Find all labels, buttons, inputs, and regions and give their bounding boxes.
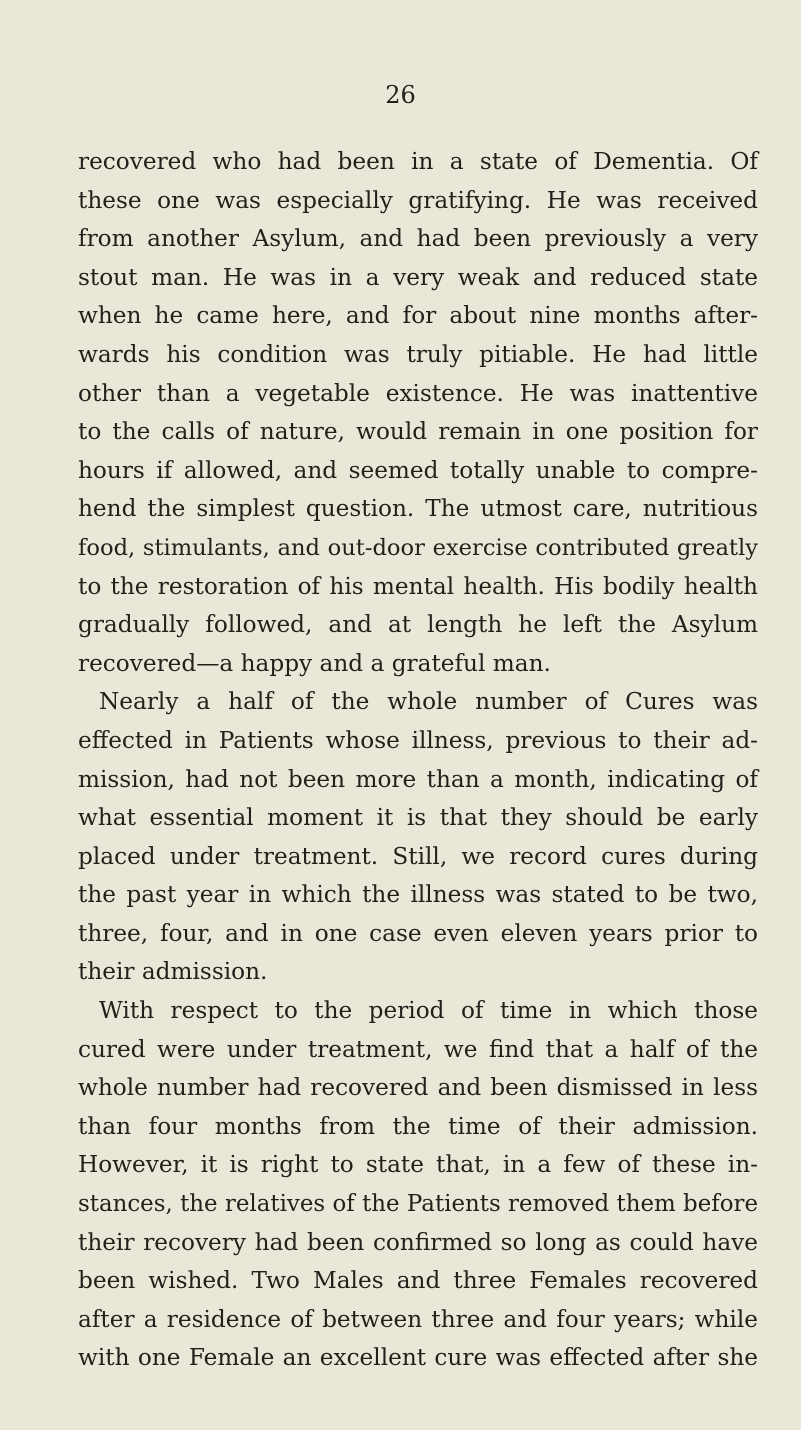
text-line: what essential moment it is that they should be early bbox=[78, 804, 758, 832]
text-line: the past year in which the illness was stated to be two, bbox=[78, 881, 758, 909]
text-line: effected in Patients whose illness, previous to their ad- bbox=[78, 726, 758, 754]
text-line: their recovery had been confirmed so long as could have bbox=[78, 1228, 758, 1256]
text-line: placed under treatment. Still, we record cures during bbox=[78, 842, 758, 870]
text-line: when he came here, and for about nine months after- bbox=[78, 302, 758, 330]
text-line: recovered—a happy and a grateful man. bbox=[78, 649, 551, 677]
text-line: after a residence of between three and four years; while bbox=[78, 1305, 758, 1333]
text-line: to the calls of nature, would remain in one position for bbox=[78, 418, 758, 446]
text-line: cured were under treatment, we find that a half of the bbox=[78, 1035, 758, 1063]
text-line: been wished. Two Males and three Females recovered bbox=[78, 1267, 758, 1295]
page-number: 26 bbox=[385, 81, 416, 109]
text-line: wards his condition was truly pitiable. He had little bbox=[78, 340, 758, 368]
body-text bbox=[78, 143, 758, 1378]
text-line: than four months from the time of their admission. bbox=[78, 1112, 758, 1140]
text-line: However, it is right to state that, in a few of these in- bbox=[78, 1151, 758, 1179]
text-line: stout man. He was in a very weak and reduced state bbox=[78, 263, 758, 291]
text-line: these one was especially gratifying. He was received bbox=[78, 186, 758, 214]
text-line: hours if allowed, and seemed totally unable to compre- bbox=[78, 456, 758, 484]
text-line: Nearly a half of the whole number of Cures was bbox=[99, 688, 758, 716]
text-line: with one Female an excellent cure was effected after she bbox=[78, 1344, 758, 1372]
text-line: stances, the relatives of the Patients removed them before bbox=[78, 1191, 758, 1218]
text-line: hend the simplest question. The utmost care, nutritious bbox=[78, 495, 758, 523]
text-line: food, stimulants, and out-door exercise contributed greatly bbox=[78, 534, 758, 561]
text-line: other than a vegetable existence. He was inattentive bbox=[78, 379, 758, 407]
text-line: from another Asylum, and had been previously a very bbox=[78, 225, 758, 253]
text-line: With respect to the period of time in which those bbox=[99, 997, 758, 1025]
text-line: mission, had not been more than a month, indicating of bbox=[78, 765, 758, 793]
text-line: three, four, and in one case even eleven years prior to bbox=[78, 919, 758, 947]
text-line: whole number had recovered and been dismissed in less bbox=[78, 1074, 758, 1102]
text-line: to the restoration of his mental health. His bodily health bbox=[78, 572, 758, 600]
text-line: gradually followed, and at length he left the Asylum bbox=[78, 611, 758, 639]
text-line: their admission. bbox=[78, 958, 268, 986]
text-line: recovered who had been in a state of Dementia. Of bbox=[78, 148, 758, 175]
